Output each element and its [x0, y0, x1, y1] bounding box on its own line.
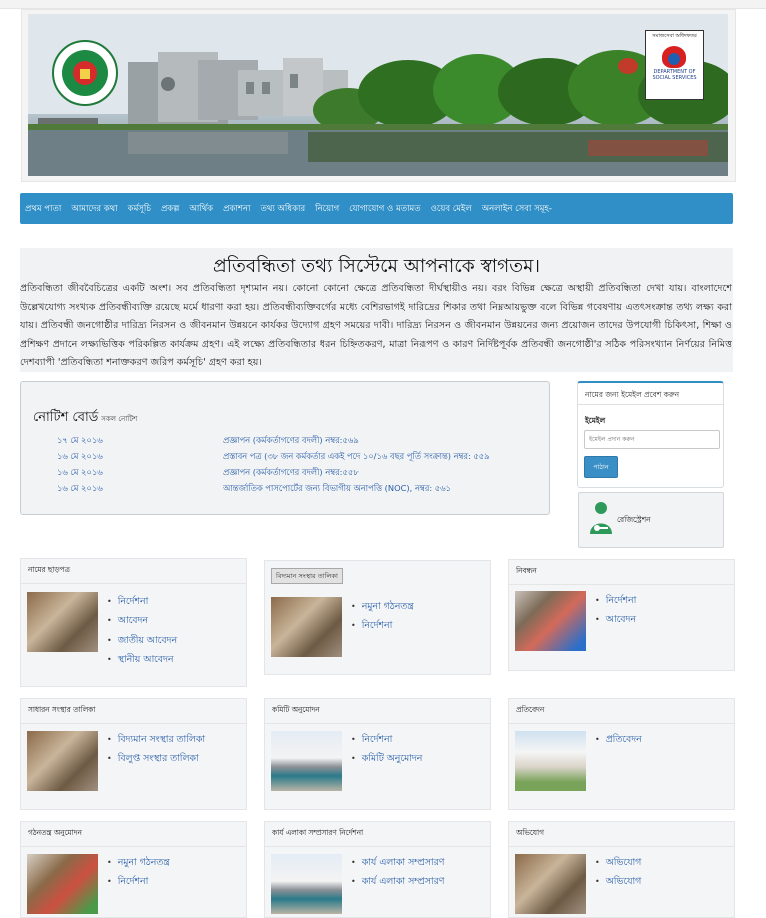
card-committee-approval — [264, 698, 491, 810]
divider — [509, 723, 734, 724]
card-link[interactable]: • বিদ্যমান সংস্থার তালিকা — [117, 730, 205, 749]
nav-item-rti[interactable]: তথ্য অধিকার — [260, 203, 306, 214]
card-link[interactable]: • কার্য এলাকা সম্প্রসারণ — [361, 853, 444, 872]
card-link[interactable]: • বিলুপ্ত সংস্থার তালিকা — [117, 749, 205, 768]
card-name-clearance — [20, 558, 247, 687]
welcome-body: প্রতিবন্ধিতা জীববৈচিত্রের একটি অংশ। সব প্রতিবন্ধিতা দৃশ্যমান নয়। কোনো কোনো ক্ষেত্রে প্রতিবন্ধিতা দীর্ঘস্থায়ীও নয়। বরং বিভিন্ন ক্ষেত্রে অস্থায়ী প্রতিবন্ধিতা দেখা যায়। বাংলাদেশে উল্লেখযোগ্য সংখ্যক প্রতিবন্ধীব্যক্তি রয়েছে মর্মে ধারণা করা হয়। প্রতিবন্ধীব্যক্তিবর্গের মধ্যে বেশিরভাগই দারিদ্রের শিকার তথা নিম্নআয়ভুক্ত বলে বিভিন্ন গবেষণায় এতৎসংক্রান্ত তথ্য লক্ষ্য করা যায়। প্রতিবন্ধী জনগোষ্ঠীর দারিদ্র্য নিরসন ও জীবনমান উন্নয়নে কার্যকর উদ্যোগ গ্রহণ সময়ের দাবী। দারিদ্র্য নিরসন ও জীবনমান উন্নয়নের জন্য প্রয়োজন তাদের উপযোগী চিকিৎসা, শিক্ষা ও প্রশিক্ষণ প্রদানে লক্ষ্যভিত্তিক পরিকল্পিত কার্যক্রম গ্রহণ। এই লক্ষ্যে প্রতিবন্ধিতার ধরন চিহ্নিতকরণ, মাত্রা নিরূপণ ও কারণ নির্দিষ্টপূর্বক প্রতিবন্ধী জনগোষ্ঠী'র সঠিক পরিসংখ্যান নির্ণয়ের নিমিত্ত দেশব্যাপী 'প্রতিবন্ধিতা শনাক্তকরণ জরিপ কর্মসূচি' গ্রহণ করা হয়। — [20, 283, 732, 369]
card-link[interactable]: • নির্দেশনা — [117, 872, 170, 891]
card-link[interactable]: • নমুনা গঠনতন্ত্র — [117, 853, 170, 872]
divider — [578, 404, 723, 405]
nav-item-programs[interactable]: কর্মসূচি — [127, 203, 151, 214]
email-input[interactable] — [584, 430, 720, 449]
divider — [21, 846, 246, 847]
card-thumbnail — [27, 854, 98, 914]
welcome-title: প্রতিবন্ধিতা তথ্য সিস্টেমে আপনাকে স্বাগতম। — [212, 256, 541, 277]
card-link[interactable]: • জাতীয় আবেদন — [117, 631, 177, 650]
card-thumbnail — [515, 731, 586, 791]
card-thumbnail — [27, 592, 98, 652]
department-logo: সমাজসেবা অধিদফতর DEPARTMENT OF SOCIAL SERVICES — [645, 30, 704, 100]
card-link[interactable]: • নির্দেশনা — [361, 616, 414, 635]
nav-item-recruitment[interactable]: নিয়োগ — [315, 203, 340, 214]
notice-row[interactable]: ১৬ মে ২০১৬ আন্তর্জাতিক পাসপোর্টের জন্য বিভাগীয় অনাপত্তি (NOC), নম্বর: ৫৬১ — [57, 483, 451, 493]
card-general-orgs — [20, 698, 247, 810]
card-title: কমিটি অনুমোদন — [272, 705, 320, 714]
notice-title: নোটিশ বোর্ড সকল নোটিশ — [33, 410, 138, 425]
card-title: কার্য এলাকা সম্প্রসারণ নির্দেশনা — [272, 828, 364, 837]
nav-item-about[interactable]: আমাদের কথা — [71, 203, 118, 214]
card-title: নিবন্ধন — [516, 566, 537, 575]
card-link[interactable]: • স্থানীয় আবেদন — [117, 650, 177, 669]
divider — [509, 584, 734, 585]
card-thumbnail — [515, 854, 586, 914]
divider — [265, 846, 490, 847]
notice-row[interactable]: ১৬ মে ২০১৬ প্রজ্ঞাপন (কর্মকর্তাগণের বদলী) নম্বর:৫৫৮ — [57, 467, 359, 477]
divider — [509, 846, 734, 847]
card-title: অভিযোগ — [516, 828, 544, 837]
notice-row[interactable]: ১৭ মে ২০১৬ প্রজ্ঞাপন (কর্মকর্তাগণের বদলী) নম্বর:৫৬৯ — [57, 435, 359, 445]
send-button[interactable]: পাঠান — [584, 456, 618, 478]
notice-board — [20, 381, 550, 515]
nav-item-finance[interactable]: আর্থিক — [189, 203, 214, 214]
welcome-section — [20, 248, 733, 372]
divider — [21, 723, 246, 724]
card-link[interactable]: • অভিযোগ — [605, 853, 641, 872]
card-thumbnail — [515, 591, 586, 651]
card-complaints — [508, 821, 735, 918]
card-link[interactable]: • অভিযোগ — [605, 872, 641, 891]
nav-item-projects[interactable]: প্রকল্প — [160, 203, 180, 214]
government-logo — [52, 40, 118, 106]
card-registration — [508, 559, 735, 671]
card-link[interactable]: • কার্য এলাকা সম্প্রসারণ — [361, 872, 444, 891]
all-notices-link[interactable]: সকল নোটিশ — [101, 415, 138, 423]
card-link[interactable]: • কমিটি অনুমোদন — [361, 749, 422, 768]
login-header: নামের জন্য ইমেইল প্রবেশ করুন — [585, 390, 680, 399]
nav-item-home[interactable]: প্রথম পাতা — [25, 203, 62, 214]
card-link[interactable]: • আবেদন — [605, 610, 636, 629]
card-thumbnail — [271, 731, 342, 791]
card-link[interactable]: • নির্দেশনা — [605, 591, 636, 610]
card-title: প্রতিবেদন — [516, 705, 545, 714]
registration-button[interactable] — [578, 492, 724, 548]
nav-item-contact[interactable]: যোগাযোগ ও মতামত — [349, 203, 421, 214]
card-link[interactable]: • নির্দেশনা — [361, 730, 422, 749]
registration-label: রেজিস্ট্রেশন — [617, 515, 651, 524]
card-thumbnail — [271, 854, 342, 914]
card-link[interactable]: • আবেদন — [117, 611, 177, 630]
header-banner — [21, 9, 736, 182]
email-login-panel — [577, 381, 724, 488]
card-thumbnail — [27, 731, 98, 791]
nav-item-publications[interactable]: প্রকাশনা — [223, 203, 251, 214]
card-existing-orgs — [264, 560, 491, 675]
notice-row[interactable]: ১৬ মে ২০১৬ প্রস্তাবন পত্র (৩৮ জন কর্মকর্তার একই পদে ১০/১৬ বছর পূর্তি সংক্রান্ত) নম্বর: ৫৫৯ — [57, 451, 490, 461]
card-link[interactable]: • নির্দেশনা — [117, 592, 177, 611]
divider — [21, 583, 246, 584]
existing-orgs-list-button[interactable]: বিদ্যমান সংস্থার তালিকা — [271, 568, 343, 584]
card-link[interactable]: • প্রতিবেদন — [605, 730, 642, 749]
browser-top-strip — [0, 0, 766, 9]
email-label: ইমেইল — [585, 416, 606, 425]
user-key-icon — [588, 500, 614, 538]
card-link[interactable]: • নমুনা গঠনতন্ত্র — [361, 597, 414, 616]
banner-image — [28, 14, 728, 176]
card-title: সাধারন সংস্থার তালিকা — [28, 705, 96, 714]
card-reports — [508, 698, 735, 810]
card-title: নামের ছাড়পত্র — [28, 565, 70, 574]
nav-item-webmail[interactable]: ওয়েব মেইল — [430, 203, 472, 214]
nav-item-online-services[interactable]: অনলাইন সেবা সমূহ- — [481, 203, 552, 214]
divider — [265, 723, 490, 724]
card-work-area-expansion — [264, 821, 491, 918]
main-nav — [20, 193, 733, 224]
card-constitution-approval — [20, 821, 247, 918]
card-title: গঠনতন্ত্র অনুমোদন — [28, 828, 82, 837]
card-thumbnail — [271, 597, 342, 657]
